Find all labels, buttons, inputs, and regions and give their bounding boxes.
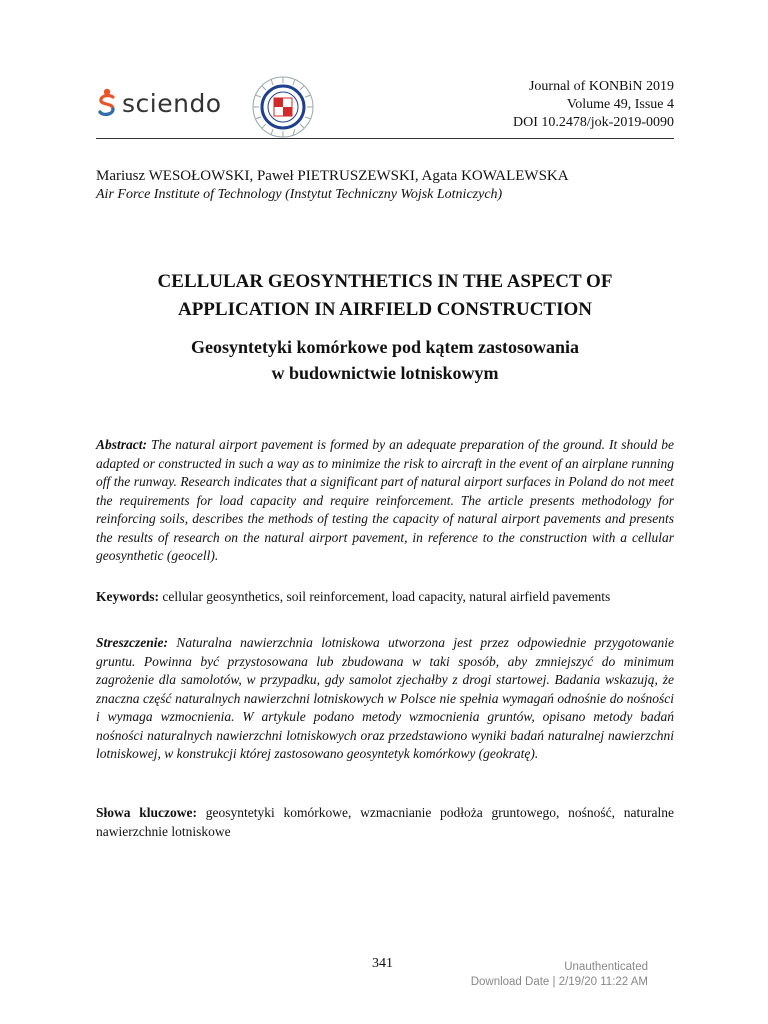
logo-wordmark: sciendo (122, 88, 222, 118)
journal-info (513, 78, 674, 132)
title-polish-line-2: w budownictwie lotniskowym (271, 363, 499, 383)
streszczenie-text: Naturalna nawierzchnia lotniskowa utworzona jest przez odpowiednie przygotowanie gruntu. Powinna być przystosowana lub zbudowana w taki sposób, aby zmniejszyć do minimum zagrożenie dla samolotów, w przypadku, gdy samolot zjechałby z drogi startowej. Badania wskazują, że znaczna część naturalnych nawierzchni lotniskowych w Polsce nie spełnia wymagań odnośnie do nośności i wymaga wzmocnienia. W artykule podano metody wzmocnienia gruntów, opisano metody badań nośności naturalnych nawierzchni lotniskowych oraz przedstawiono wyniki badań naturalnej nawierzchni lotniskowej, w konstrukcji której zastosowano geosyntetyk komórkowy (geokratę). (96, 635, 674, 761)
title-english-line-1: CELLULAR GEOSYNTHETICS IN THE ASPECT OF (157, 271, 613, 292)
page-header (96, 74, 674, 144)
unauthenticated-label: Unauthenticated (564, 961, 648, 973)
institute-seal-icon (252, 76, 314, 138)
sciendo-s-logo-icon (96, 88, 118, 118)
journal-doi: DOI 10.2478/jok-2019-0090 (513, 115, 674, 130)
slowa-kluczowe-text: geosyntetyki komórkowe, wzmacnianie podłoża gruntowego, nośność, naturalne nawierzchnie lotniskowe (96, 805, 674, 839)
keywords-text: cellular geosynthetics, soil reinforcement, load capacity, natural airfield pavements (162, 589, 611, 604)
abstract-text: The natural airport pavement is formed by an adequate preparation of the ground. It should be adapted or constructed in such a way as to minimize the risk to aircraft in the event of an airplane running off the runway. Research indicates that a significant part of natural airport surfaces in Poland do not meet the requirements for load capacity and require reinforcement. The article presents methodology for reinforcing soils, describes the methods of testing the capacity of natural airport pavements and presents the results of research on the natural airport pavement, in reference to the construction with a cellular geosynthetic (geocell). (96, 437, 674, 563)
title-polish (96, 334, 674, 386)
journal-volume: Volume 49, Issue 4 (566, 97, 674, 112)
download-date: Download Date | 2/19/20 11:22 AM (470, 976, 648, 988)
journal-name: Journal of KONBiN 2019 (528, 79, 674, 94)
streszczenie-label: Streszczenie: (96, 635, 168, 650)
slowa-kluczowe-paragraph (96, 804, 674, 841)
download-stamp (471, 960, 648, 990)
keywords-label: Keywords: (96, 589, 159, 604)
keywords-paragraph (96, 588, 674, 607)
title-polish-line-1: Geosyntetyki komórkowe pod kątem zastosowania (190, 337, 579, 357)
page-number: 341 (372, 956, 393, 971)
header-divider (96, 138, 674, 139)
author-list: Mariusz WESOŁOWSKI, Paweł PIETRUSZEWSKI, Agata KOWALEWSKA (96, 168, 569, 184)
abstract-paragraph (96, 436, 674, 566)
title-english-line-2: APPLICATION IN AIRFIELD CONSTRUCTION (177, 299, 592, 320)
streszczenie-paragraph (96, 634, 674, 764)
abstract-label: Abstract: (96, 437, 148, 452)
author-affiliation: Air Force Institute of Technology (Instytut Techniczny Wojsk Lotniczych) (96, 187, 503, 202)
title-english (96, 268, 674, 324)
slowa-kluczowe-label: Słowa kluczowe: (96, 805, 197, 820)
sciendo-logo (96, 88, 222, 118)
